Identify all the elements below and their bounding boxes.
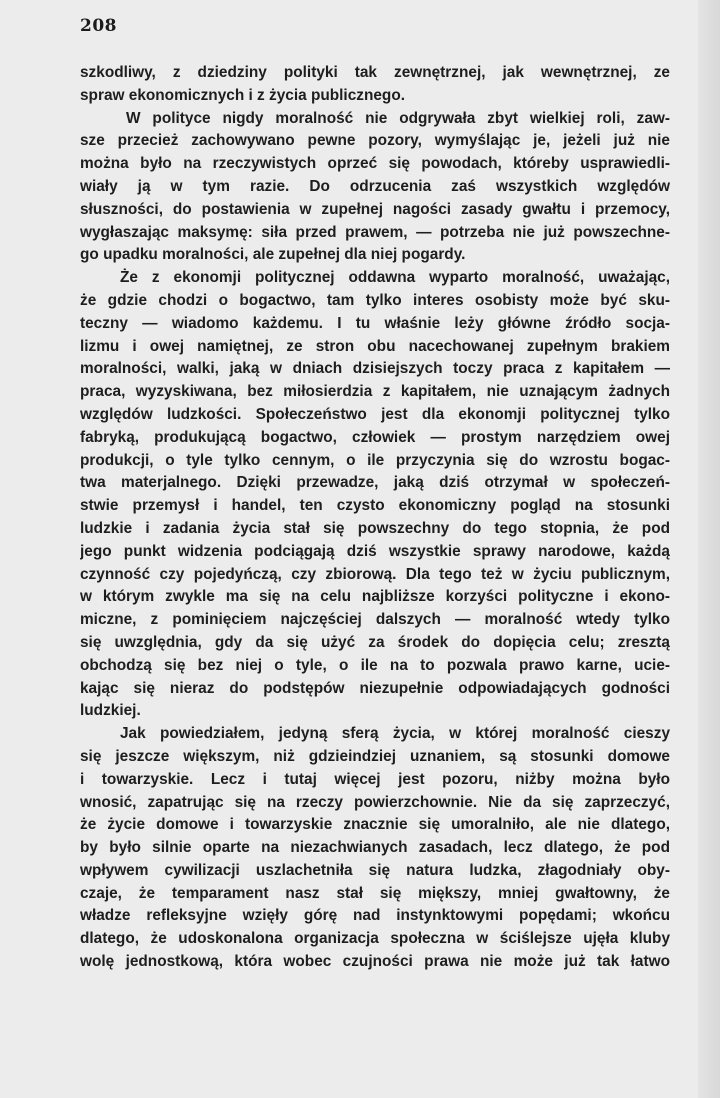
text-line: jego punkt widzenia podciągają dziś wszystkie sprawy narodowe, każdą bbox=[80, 542, 670, 560]
text-line: lizmu i owej namiętnej, ze stron obu nacechowanej zupełnym brakiem bbox=[80, 337, 670, 355]
text-line: się uwzględnia, gdy da się użyć za środek do dopięcia celu; zresztą bbox=[80, 633, 670, 651]
text-line: szkodliwy, z dziedziny polityki tak zewnętrznej, jak wewnętrznej, ze bbox=[80, 64, 670, 81]
text-line: władze refleksyjne wzięły górę nad instynktowymi popędami; wkońcu bbox=[80, 907, 670, 925]
text-line: względów ludzkości. Społeczeństwo jest dla ekonomji politycznej tylko bbox=[80, 405, 670, 423]
text-line: Że z ekonomji politycznej oddawna wyparto moralność, uważając, bbox=[120, 269, 670, 287]
page-number: 208 bbox=[80, 16, 117, 36]
text-line: wiały ją w tym razie. Do odrzucenia zaś wszystkich względów bbox=[80, 177, 670, 195]
text-line: by było silnie oparte na niezachwianych zasadach, lecz dlatego, że pod bbox=[80, 839, 670, 857]
text-line: dlatego, że udoskonalona organizacja społeczna w ściślejsze ujęła kluby bbox=[80, 930, 670, 948]
text-line: teczny — wiadomo każdemu. I tu właśnie leży główne źródło socja- bbox=[80, 314, 670, 332]
text-line: praca, wyzyskiwana, bez miłosierdzia z kapitałem, nie uznającym żadnych bbox=[80, 383, 670, 401]
page-edge-shadow bbox=[698, 0, 720, 1098]
body-text bbox=[80, 62, 670, 974]
text-line: stwie przemysł i handel, ten czysto ekonomiczny pogląd na stosunki bbox=[80, 497, 670, 515]
text-line: wygłaszając maksymę: siła przed prawem, — potrzeba nie już powszechne- bbox=[80, 223, 670, 241]
text-line: twa materjalnego. Dzięki przewadze, jaką dziś otrzymał w społeczeń- bbox=[80, 474, 670, 492]
text-line: W polityce nigdy moralność nie odgrywała zbyt wielkiej roli, zaw- bbox=[126, 109, 670, 127]
text-line: obchodzą się bez niej o tyle, o ile na to pozwala prawo karne, ucie- bbox=[80, 656, 670, 674]
text-line: że gdzie chodzi o bogactwo, tam tylko interes osobisty może być sku- bbox=[80, 291, 670, 309]
text-line: Jak powiedziałem, jedyną sferą życia, w której moralność cieszy bbox=[120, 725, 670, 743]
text-line: słuszności, do postawienia w zupełnej nagości zasady gwałtu i przemocy, bbox=[80, 200, 670, 218]
text-line: sze przecież zachowywano pewne pozory, wymyślając je, jeżeli już nie bbox=[80, 132, 670, 150]
text-line: wpływem cywilizacji uszlachetniła się natura ludzka, złagodniały oby- bbox=[80, 861, 670, 879]
text-line: ludzkiej. bbox=[80, 702, 141, 720]
text-line: fabryką, produkującą bogactwo, człowiek — prostym narzędziem owej bbox=[80, 428, 670, 446]
text-line: go upadku moralności, ale zupełnej dla niej pogardy. bbox=[80, 246, 466, 264]
text-line: wolę jednostkową, która wobec czujności prawa nie może już tak łatwo bbox=[80, 953, 670, 971]
text-line: produkcji, o tyle tylko cennym, o ile przyczynia się do wzrostu bogac- bbox=[80, 451, 670, 469]
text-line: ludzkie i zadania życia stał się powszechny do tego stopnia, że pod bbox=[80, 519, 670, 537]
text-line: czynność czy pojedyńczą, czy zbiorową. Dla tego też w życiu publicznym, bbox=[80, 565, 670, 583]
text-line: można było na rzeczywistych oprzeć się powodach, któreby usprawiedli- bbox=[80, 155, 670, 173]
text-line: spraw ekonomicznych i z życia publicznego. bbox=[80, 86, 405, 104]
text-line: czaje, że temparament nasz stał się miększy, mniej gwałtowny, że bbox=[80, 884, 670, 902]
text-line: że życie domowe i towarzyskie znacznie się umoralniło, ale nie dlatego, bbox=[80, 816, 670, 834]
text-line: w którym zwykle ma się na celu najbliższe korzyści polityczne i ekono- bbox=[80, 588, 670, 606]
text-line: miczne, z pominięciem najczęściej dalszych — moralność wtedy tylko bbox=[80, 611, 670, 629]
text-line: moralności, walki, jaką w dniach dzisiejszych toczy praca z kapitałem — bbox=[80, 360, 670, 378]
text-line: kając się nieraz do podstępów niezupełnie odpowiadających godności bbox=[80, 679, 670, 697]
text-line: się jeszcze większym, niż gdzieindziej uznaniem, są stosunki domowe bbox=[80, 747, 670, 765]
text-line: wnosić, zapatrując się na rzeczy powierzchownie. Nie da się zaprzeczyć, bbox=[80, 793, 670, 811]
text-line: i towarzyskie. Lecz i tutaj więcej jest pozoru, niżby można było bbox=[80, 770, 670, 788]
